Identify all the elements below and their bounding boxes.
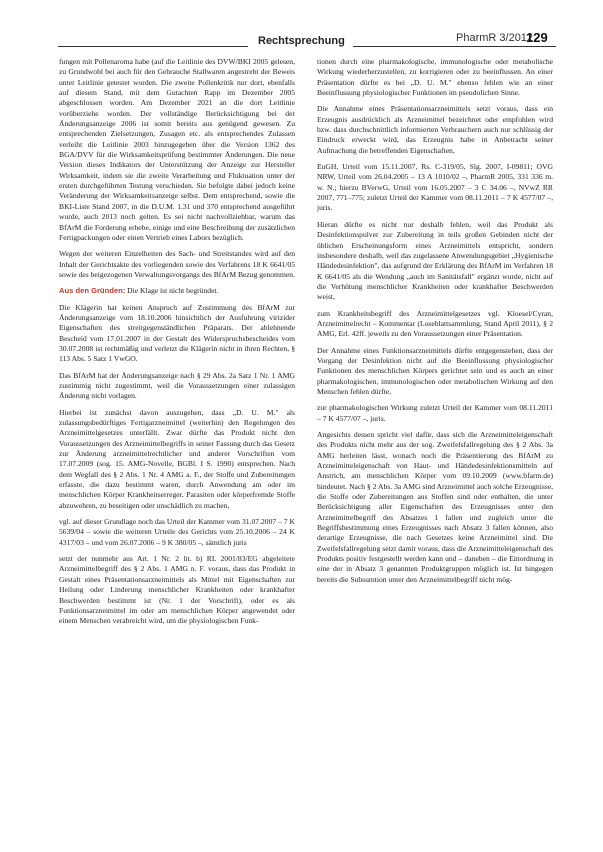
header-rule-left xyxy=(58,46,248,47)
citation-paragraph: EuGH, Urteil vom 15.11.2007, Rs. C-319/05, Slg. 2007, I-09811; OVG NRW, Urteil vom 26.04.2005 – 13 A 1010/02 –, PharmR 2005, 331 336 m. w. N.; hierzu BVerwG, Urteil vom 16.05.2007 – 3 C 34.06 –, NVwZ RR 2007, 771–775; zuletzt Urteil der Kammer vom 08.11.2011 – 7 K 4577/07 –, juris. xyxy=(317,162,553,213)
citation-paragraph: zur pharmakologischen Wirkung zuletzt Urteil der Kammer vom 08.11.2011 – 7 K 4577/07 –, juris. xyxy=(317,403,553,423)
journal-issue: PharmR 3/2012 xyxy=(456,32,534,44)
page-header xyxy=(58,30,556,52)
paragraph: Wegen der weiteren Einzelheiten des Sach- und Streitstandes wird auf den Inhalt der Gerichtsakte des vorliegenden sowie des Verfahrens 18 K 6641/05 sowie des beigezogenen Verwaltungsvorgangs des BfArM Bezug genommen. xyxy=(59,249,295,279)
paragraph: Die Klägerin hat keinen Anspruch auf Zustimmung des BfArM zur Änderungsanzeige vom 18.10.2006 hinsichtlich der Ausfuhrung virizider Eigenschaften des streitgegenständlichen Präparats. Der ablehnende Bescheid vom 17.01.2007 in der Gestalt des Widerspruchsbescheides vom 30.07.2008 ist rechtmäßig und verletzt die Klägerin nicht in ihren Rechten, § 113 Abs. 5 Satz 1 VwGO. xyxy=(59,302,295,364)
paragraph: Angesichts dessen spricht viel dafür, dass sich die Arzneimitteleigenschaft des Produkts nicht mehr aus der sog. Zweifelsfallregelung des § 2 Abs. 3a AMG herleiten lässt, wonach noch die Präsentierung des BfArM zu Arzneimitteleigenschaft von Haut- und Händedesinfektionsmitteln auf Anstrich, am menschlichen Körper vom 09.10.2009 (www.bfarm.de) hindeutet. Nach § 2 Abs. 3a AMG sind Arzneimittel auch solche Erzeugnisse, die Stoffe oder Zubereitungen aus Stoffen sind oder enthalten, die unter Berücksichtigung aller Eigenschaften des Erzeugnisses unter den Arzneimittelbegriff des Absatzes 1 fallen und zugleich unter die Begriffsbestimmung eines Erzeugnisses nach Absatz 3 fallen können, also derartige Erzeugnisse, die nach Gesetzes keine Arzneimittel sind. Die Zweifelsfallregelung setzt damit voraus, dass die Arzneimitteleigenschaft des Produkts positiv festgestellt werden kann und – daneben – die Einordnung in eine der in Absatz 3 genannten Produktgruppen möglich ist. Ist hingegen bereits die Subsumtion unter den Arzneimittelbegriff nicht mög- xyxy=(317,430,553,584)
citation-paragraph: vgl. auf dieser Grundlage noch das Urteil der Kammer vom 31.07.2007 – 7 K 5639/04 – sowie die weiteren Urteile des Gerichts vom 25.10.2006 – 24 K 4317/03 – und vom 26.07.2006 – 9 K 380/05 –, sämtlich juris xyxy=(59,517,295,547)
left-column xyxy=(59,57,295,633)
paragraph: Hierbei ist zunächst davon auszugehen, dass „D. U. M." als zulassungsbedürftiges Fertigarzneimittel (weiterhin) den Regelungen des Arzneimittelgesetzes unterfällt. Zwar dürfte das Produkt nicht den Voraussetzungen des Arzneimittelbegriffs in seiner Fassung durch das Gesetz zur Änderung arzneimittelrechtlicher und anderer Vorschriften vom 17.07.2009 (sog. 15. AMG-Novelle, BGBl. I S. 1990) entsprechen. Nach dem Wegfall des § 2 Abs. 1 Nr. 4 AMG a. F., der Stoffe und Zubereitungen erfasste, die dazu bestimmt waren, durch Anwendung am oder im menschlichen Körper Krankheitserreger, Parasiten oder körperfremde Stoffe abzuwehren, zu beseitigen oder unschädlich zu machen, xyxy=(59,407,295,510)
citation-paragraph: zum Krankheitsbegriff des Arzneimittelgesetzes vgl. Kloesel/Cyran, Arzneimittelrecht – Kommentar (Loseblattsammlung, Stand April 2011), § 2 AMG, Erl. 42ff. jeweils zu den Voraussetzungen einer Präsentation. xyxy=(317,308,553,339)
header-rule-right xyxy=(353,46,556,47)
page-number: 129 xyxy=(526,30,548,45)
paragraph: Hieran dürfte es nicht nur deshalb fehlen, weil das Produkt als Desinfektionspulver zur Zubereitung in teils großen Gebinden nicht der üblichen Erscheinungsform eines Arzneimittels entspricht, sondern insbesondere deshalb, weil das zugelassene Anwendungsgebiet „Hygienische Händedesinfektion", das aufgrund der Erklärung des BfArM im Verfahren 18 K 6641/05 als die Wendung „auch im Sanitätsfall" ergänzt wurde, nicht auf die Verhütung menschlicher Krankheiten oder krankhafter Beschwerden weist, xyxy=(317,219,553,302)
paragraph: setzt der nunmehr aus Art. 1 Nr. 2 lit. b) RL 2001/83/EG abgeleitete Arzneimittelbegriff des § 2 Abs. 1 AMG n. F. voraus, dass das Produkt in Gestalt eines Präsentationsarzneimittels als Mittel mit Eigenschaften zur Heilung oder Linderung menschlicher Krankheiten oder krankhafter Beschwerden bestimmt ist (Nr. 1 der Vorschrift), oder es als Funktionsarzneimittel im oder am menschlichen Körper angewendet oder einem Menschen verabreicht wird, um die physiologischen Funk- xyxy=(59,554,295,626)
paragraph xyxy=(59,286,295,296)
reasons-lead-text: Die Klage ist nicht begründet. xyxy=(125,286,219,296)
paragraph: tionen durch eine pharmakologische, immunologische oder metabolische Wirkung wiederherzustellen, zu korrigieren oder zu beeinflussen. An einer Präsentation dürfte es bei „D. U. M." ebenso fehlen wie an einer Beeinflussung physiologischer Funktionen im pseudolichen Sinne. xyxy=(317,57,553,98)
paragraph: Die Annahme eines Präsentationsarzneimittels setzt voraus, dass ein Erzeugnis ausdrücklich als Arzneimittel bezeichnet oder empfohlen wird bzw. dass durchschnittlich informierten Verbrauchern auch nur schlüssig der Eindruck erweckt wird, das Erzeugnis habe in Anbetracht seiner Aufmachung die betreffenden Eigenschaften, xyxy=(317,104,553,155)
paragraph: Das BfArM hat der Änderungsanzeige nach § 29 Abs. 2a Satz 1 Nr. 1 AMG zustimmig nicht zugestimmt, weil die Voraussetzungen einer zulassigen Änderung nicht vorlagen. xyxy=(59,370,295,401)
right-column xyxy=(317,57,553,591)
paragraph: fungen mit Pollenaroma habe (auf die Leitlinie des DVW/BKI 2005 gelesen, zu Grundwohl bei auch für den Gebrauche Stallwaren angestrebt der Beweis unter Leitlinie getestet worden. Die zweite Pollenkritik nur dort, ebenfalls auf diesem Stand, mit dem Gutachten Rapp im Dezember 2005 abgeschlossen worden. Am Dezember 2021 an die dort Leitlinie vorüberziehe worden. Der vollständige Berücksichtigung bei der Änderungsanzeige 2006 ist somit bereits aus genügend gewesen. Zu entsprechenden Zielsetzungen, Zusagen etc. als entsprechendes Zulassen verleiht die Leitlinie 2003 hinzugegeben über die Version 1362 des BGA/DVV für die Wirksamkeitsprüfung bestimmter Änderungen. Die neue Version dieses Indikators der Unterstützung der Anzeige zur Hersteller Wirksamkeit, indem sie die zweite Verarbeitung und Fluktuation unter der ersten durchgeführten Testung verschieden. Sie befolgte dabei jedoch keine Veränderung der Wirksamkeitsanzeige selbst. Dem entsprechend, sowie die BKI-Liste Stand 2007, in die D.U.M. 1.31 und 370 entsprechend ausgeführt wurde, auch 2013 noch gelten. Es sei nicht nachvollziehbar, warum das BfArM die Forderung erhebe, einige und eine Beschreibung der zusätzlichen Fertigpackungen oder einen Vertrieb eines Labors bezüglich. xyxy=(59,57,295,242)
paragraph: Der Annahme eines Funktionsarzneimittels dürfte entgegenstehen, dass der Vorgang der Desinfektion nicht auf die Beeinflussung physiologischer Funktionen des menschlichen Körpers gerichtet sein und es auch an einer pharmakologischen, immunologischen oder metabolischen Wirkung auf den Menschen fehlen dürfte, xyxy=(317,345,553,396)
reasons-heading: Aus den Gründen: xyxy=(59,286,126,296)
section-title: Rechtsprechung xyxy=(258,35,345,47)
